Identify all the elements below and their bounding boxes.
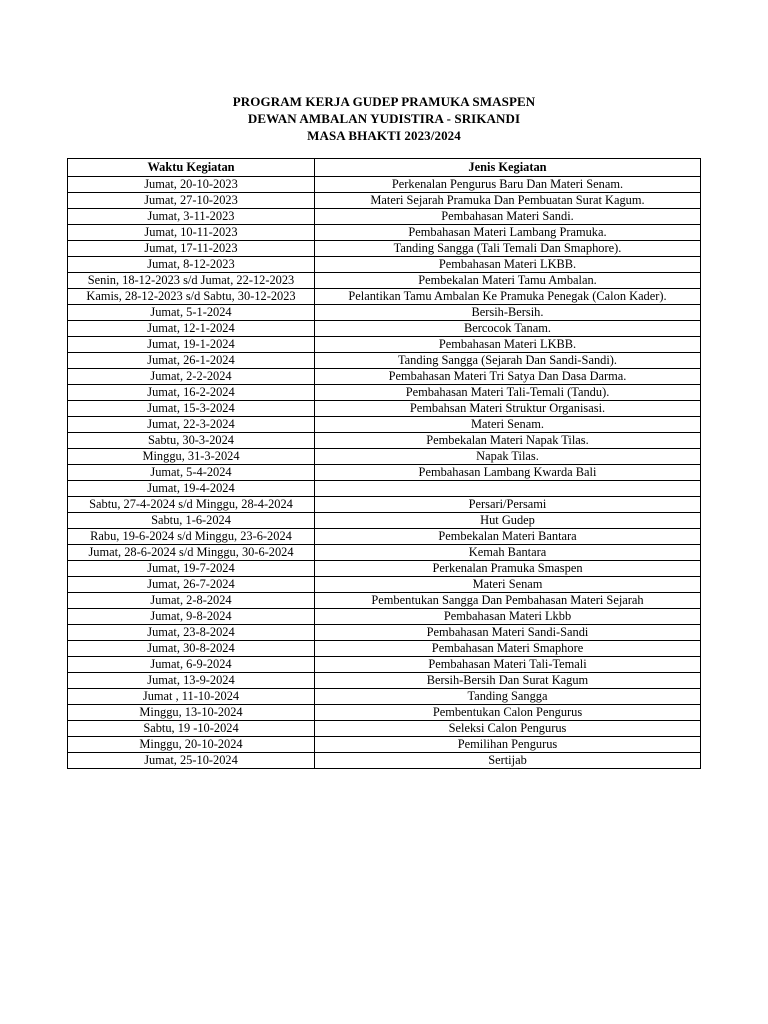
table-row <box>68 433 701 449</box>
table-row <box>68 353 701 369</box>
table-row <box>68 497 701 513</box>
schedule-time-cell: Sabtu, 1-6-2024 <box>68 513 315 529</box>
table-header-row <box>68 159 701 177</box>
title-line-2: DEWAN AMBALAN YUDISTIRA - SRIKANDI <box>247 111 521 126</box>
schedule-activity-cell: Hut Gudep <box>315 513 701 529</box>
table-row <box>68 337 701 353</box>
table-row <box>68 641 701 657</box>
schedule-time-cell: Jumat, 26-7-2024 <box>68 577 315 593</box>
schedule-activity-cell: Bersih-Bersih. <box>315 305 701 321</box>
schedule-time-cell: Jumat, 25-10-2024 <box>68 753 315 769</box>
schedule-time-cell: Jumat, 17-11-2023 <box>68 241 315 257</box>
table-row <box>68 273 701 289</box>
schedule-time-cell: Jumat, 15-3-2024 <box>68 401 315 417</box>
schedule-time-cell: Jumat, 6-9-2024 <box>68 657 315 673</box>
schedule-activity-cell: Pembentukan Sangga Dan Pembahasan Materi Sejarah <box>315 593 701 609</box>
schedule-activity-cell: Kemah Bantara <box>315 545 701 561</box>
table-row <box>68 305 701 321</box>
schedule-activity-cell: Materi Senam. <box>315 417 701 433</box>
schedule-time-cell: Sabtu, 19 -10-2024 <box>68 721 315 737</box>
schedule-table <box>67 158 701 769</box>
schedule-time-cell: Jumat , 11-10-2024 <box>68 689 315 705</box>
schedule-activity-cell: Pembentukan Calon Pengurus <box>315 705 701 721</box>
table-row <box>68 721 701 737</box>
table-row <box>68 657 701 673</box>
schedule-time-cell: Jumat, 13-9-2024 <box>68 673 315 689</box>
schedule-activity-cell: Materi Sejarah Pramuka Dan Pembuatan Surat Kagum. <box>315 193 701 209</box>
schedule-time-cell: Jumat, 22-3-2024 <box>68 417 315 433</box>
table-row <box>68 257 701 273</box>
schedule-time-cell: Jumat, 3-11-2023 <box>68 209 315 225</box>
document-title <box>0 93 768 144</box>
schedule-activity-cell: Pembahasan Materi Lkbb <box>315 609 701 625</box>
schedule-time-cell: Jumat, 10-11-2023 <box>68 225 315 241</box>
title-line-1: PROGRAM KERJA GUDEP PRAMUKA SMASPEN <box>232 94 536 109</box>
table-row <box>68 321 701 337</box>
column-header-time: Waktu Kegiatan <box>68 159 315 177</box>
schedule-activity-cell: Pembekalan Materi Napak Tilas. <box>315 433 701 449</box>
table-row <box>68 177 701 193</box>
schedule-activity-cell: Pembahasan Materi LKBB. <box>315 337 701 353</box>
schedule-time-cell: Jumat, 19-4-2024 <box>68 481 315 497</box>
schedule-time-cell: Jumat, 9-8-2024 <box>68 609 315 625</box>
table-row <box>68 545 701 561</box>
table-row <box>68 737 701 753</box>
schedule-activity-cell: Pembahasan Materi Sandi. <box>315 209 701 225</box>
schedule-activity-cell: Pembekalan Materi Bantara <box>315 529 701 545</box>
table-row <box>68 385 701 401</box>
schedule-time-cell: Minggu, 31-3-2024 <box>68 449 315 465</box>
schedule-time-cell: Sabtu, 30-3-2024 <box>68 433 315 449</box>
schedule-activity-cell: Pembahasan Materi Tali-Temali <box>315 657 701 673</box>
table-row <box>68 625 701 641</box>
schedule-time-cell: Jumat, 2-8-2024 <box>68 593 315 609</box>
schedule-time-cell: Jumat, 16-2-2024 <box>68 385 315 401</box>
schedule-activity-cell: Pemilihan Pengurus <box>315 737 701 753</box>
table-row <box>68 241 701 257</box>
schedule-time-cell: Jumat, 19-1-2024 <box>68 337 315 353</box>
table-row <box>68 369 701 385</box>
schedule-time-cell: Jumat, 20-10-2023 <box>68 177 315 193</box>
schedule-activity-cell: Bersih-Bersih Dan Surat Kagum <box>315 673 701 689</box>
schedule-activity-cell: Sertijab <box>315 753 701 769</box>
schedule-activity-cell: Pembahasan Materi Tali-Temali (Tandu). <box>315 385 701 401</box>
schedule-time-cell: Jumat, 23-8-2024 <box>68 625 315 641</box>
schedule-time-cell: Jumat, 5-1-2024 <box>68 305 315 321</box>
schedule-activity-cell: Seleksi Calon Pengurus <box>315 721 701 737</box>
table-row <box>68 529 701 545</box>
schedule-body <box>68 177 701 769</box>
schedule-activity-cell: Pembahsan Materi Struktur Organisasi. <box>315 401 701 417</box>
schedule-activity-cell: Pembekalan Materi Tamu Ambalan. <box>315 273 701 289</box>
schedule-time-cell: Jumat, 8-12-2023 <box>68 257 315 273</box>
schedule-time-cell: Minggu, 20-10-2024 <box>68 737 315 753</box>
table-row <box>68 401 701 417</box>
table-row <box>68 673 701 689</box>
schedule-time-cell: Minggu, 13-10-2024 <box>68 705 315 721</box>
table-row <box>68 609 701 625</box>
table-row <box>68 705 701 721</box>
schedule-activity-cell: Tanding Sangga (Sejarah Dan Sandi-Sandi). <box>315 353 701 369</box>
schedule-time-cell: Sabtu, 27-4-2024 s/d Minggu, 28-4-2024 <box>68 497 315 513</box>
schedule-activity-cell: Perkenalan Pengurus Baru Dan Materi Senam. <box>315 177 701 193</box>
schedule-time-cell: Kamis, 28-12-2023 s/d Sabtu, 30-12-2023 <box>68 289 315 305</box>
schedule-activity-cell: Pembahasan Materi Lambang Pramuka. <box>315 225 701 241</box>
schedule-activity-cell: Pembahasan Materi Sandi-Sandi <box>315 625 701 641</box>
schedule-activity-cell: Perkenalan Pramuka Smaspen <box>315 561 701 577</box>
schedule-activity-cell: Pembahasan Materi Tri Satya Dan Dasa Darma. <box>315 369 701 385</box>
schedule-activity-cell: Pembahasan Materi LKBB. <box>315 257 701 273</box>
schedule-activity-cell <box>315 481 701 497</box>
schedule-activity-cell: Pembahasan Lambang Kwarda Bali <box>315 465 701 481</box>
schedule-time-cell: Jumat, 5-4-2024 <box>68 465 315 481</box>
schedule-time-cell: Rabu, 19-6-2024 s/d Minggu, 23-6-2024 <box>68 529 315 545</box>
table-row <box>68 209 701 225</box>
table-row <box>68 753 701 769</box>
table-row <box>68 481 701 497</box>
table-row <box>68 593 701 609</box>
table-row <box>68 561 701 577</box>
table-row <box>68 417 701 433</box>
column-header-activity: Jenis Kegiatan <box>315 159 701 177</box>
schedule-activity-cell: Pembahasan Materi Smaphore <box>315 641 701 657</box>
table-row <box>68 577 701 593</box>
table-row <box>68 289 701 305</box>
schedule-activity-cell: Persari/Persami <box>315 497 701 513</box>
table-row <box>68 689 701 705</box>
schedule-time-cell: Jumat, 28-6-2024 s/d Minggu, 30-6-2024 <box>68 545 315 561</box>
schedule-time-cell: Senin, 18-12-2023 s/d Jumat, 22-12-2023 <box>68 273 315 289</box>
schedule-time-cell: Jumat, 12-1-2024 <box>68 321 315 337</box>
table-row <box>68 225 701 241</box>
schedule-time-cell: Jumat, 30-8-2024 <box>68 641 315 657</box>
table-row <box>68 449 701 465</box>
schedule-activity-cell: Tanding Sangga <box>315 689 701 705</box>
schedule-time-cell: Jumat, 19-7-2024 <box>68 561 315 577</box>
schedule-activity-cell: Bercocok Tanam. <box>315 321 701 337</box>
schedule-time-cell: Jumat, 26-1-2024 <box>68 353 315 369</box>
schedule-time-cell: Jumat, 2-2-2024 <box>68 369 315 385</box>
schedule-activity-cell: Tanding Sangga (Tali Temali Dan Smaphore). <box>315 241 701 257</box>
table-row <box>68 465 701 481</box>
table-row <box>68 193 701 209</box>
schedule-activity-cell: Pelantikan Tamu Ambalan Ke Pramuka Penegak (Calon Kader). <box>315 289 701 305</box>
schedule-time-cell: Jumat, 27-10-2023 <box>68 193 315 209</box>
schedule-activity-cell: Materi Senam <box>315 577 701 593</box>
table-row <box>68 513 701 529</box>
title-line-3: MASA BHAKTI 2023/2024 <box>307 128 461 143</box>
schedule-activity-cell: Napak Tilas. <box>315 449 701 465</box>
